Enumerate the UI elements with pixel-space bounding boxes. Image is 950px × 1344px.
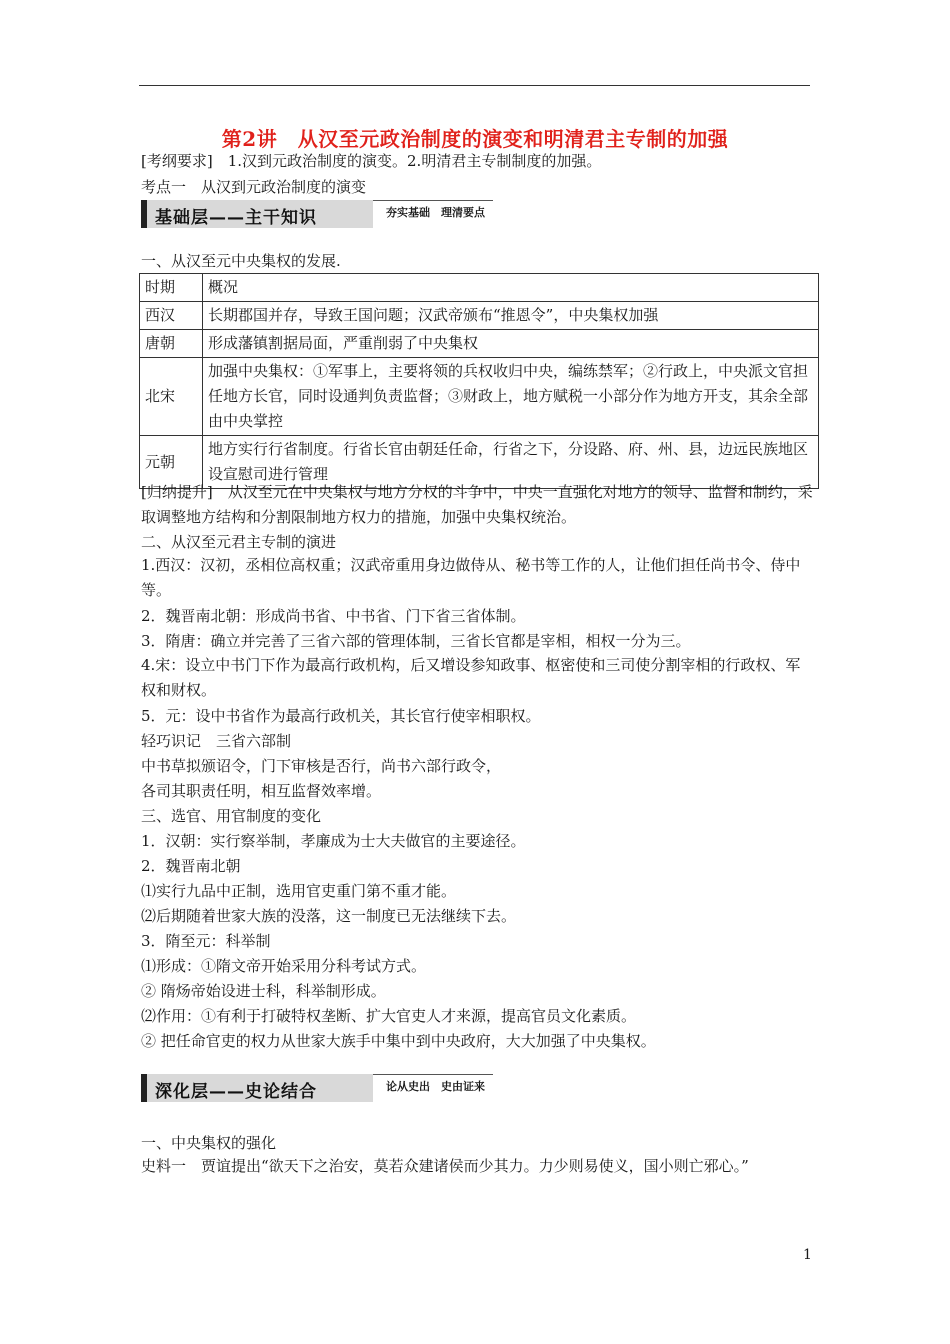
lesson-title: 第2讲 从汉至元政治制度的演变和明清君主专制的加强 bbox=[221, 127, 729, 151]
list-item: ⑵作用：①有利于打破特权垄断、扩大官吏人才来源，提高官员文化素质。 bbox=[141, 1007, 637, 1025]
list-item: ② 把任命官吏的权力从世家大族手中集中到中央政府，大大加强了中央集权。 bbox=[141, 1032, 656, 1050]
centralization-table bbox=[139, 273, 819, 489]
table-row bbox=[140, 358, 819, 436]
list-item: 2．魏晋南北朝 bbox=[141, 857, 241, 875]
section-heading: 三、选官、用官制度的变化 bbox=[141, 807, 322, 825]
band-subtitle: 夯实基础 理清要点 bbox=[386, 206, 485, 219]
source-quote: 史料一 贾谊提出“欲天下之治安，莫若众建诸侯而少其力。力少则易使义，国小则亡邪心。” bbox=[141, 1157, 749, 1175]
kaodian-heading: 考点一 从汉到元政治制度的演变 bbox=[141, 178, 367, 196]
page-number: 1 bbox=[803, 1247, 812, 1263]
band-title: 基础层——主干知识 bbox=[155, 208, 317, 228]
table-cell-summary: 加强中央集权：①军事上，主要将领的兵权收归中央，编练禁军；②行政上，中央派文官担任地方长官，同时设通判负责监督；③财政上，地方赋税一小部分作为地方开支，其余全部由中央掌控 bbox=[203, 358, 819, 436]
exam-requirements: [考纲要求] 1.汉到元政治制度的演变。2.明清君主专制制度的加强。 bbox=[141, 152, 602, 170]
table-row bbox=[140, 302, 819, 330]
table-header: 概况 bbox=[203, 274, 819, 302]
header-rule bbox=[139, 85, 810, 86]
mnemonic-title: 轻巧识记 三省六部制 bbox=[141, 732, 292, 750]
table-cell-summary: 地方实行行省制度。行省长官由朝廷任命，行省之下，分设路、府、州、县，边远民族地区设宣慰司进行管理 bbox=[203, 436, 819, 489]
list-item: ② 隋炀帝始设进士科，科举制形成。 bbox=[141, 982, 386, 1000]
band-subtitle: 论从史出 史由证来 bbox=[386, 1080, 485, 1093]
list-item: 3．隋至元：科举制 bbox=[141, 932, 271, 950]
table-cell-period: 唐朝 bbox=[140, 330, 203, 358]
table-row bbox=[140, 330, 819, 358]
list-item: ⑴形成：①隋文帝开始采用分科考试方式。 bbox=[141, 957, 427, 975]
band-rule bbox=[373, 200, 493, 201]
mnemonic-line: 中书草拟颁诏令，门下审核是否行，尚书六部行政令， bbox=[141, 757, 502, 775]
table-cell-period: 元朝 bbox=[140, 436, 203, 489]
table-cell-summary: 形成藩镇割据局面，严重削弱了中央集权 bbox=[203, 330, 819, 358]
table-cell-period: 西汉 bbox=[140, 302, 203, 330]
induction-paragraph: [归纳提升] 从汉至元在中央集权与地方分权的斗争中，中央一直强化对地方的领导、监督和制约，采取调整地方结构和分割限制地方权力的措施，加强中央集权统治。 bbox=[141, 483, 813, 526]
list-item: ⑵后期随着世家大族的没落，这一制度已无法继续下去。 bbox=[141, 907, 517, 925]
band-title: 深化层——史论结合 bbox=[155, 1082, 317, 1102]
table-cell-summary: 长期郡国并存，导致王国问题；汉武帝颁布“推恩令”，中央集权加强 bbox=[203, 302, 819, 330]
section-heading: 二、从汉至元君主专制的演进 bbox=[141, 533, 337, 551]
list-item: 1．汉朝：实行察举制，孝廉成为士大夫做官的主要途径。 bbox=[141, 832, 526, 850]
list-item: 4.宋：设立中书门下作为最高行政机构，后又增设参知政事、枢密使和三司使分割宰相的行政权、军权和财权。 bbox=[141, 656, 801, 699]
mnemonic-line: 各司其职责任明，相互监督效率增。 bbox=[141, 782, 382, 800]
section-heading: 一、中央集权的强化 bbox=[141, 1134, 277, 1152]
list-item: ⑴实行九品中正制，选用官吏重门第不重才能。 bbox=[141, 882, 457, 900]
list-item: 5．元：设中书省作为最高行政机关，其长官行使宰相职权。 bbox=[141, 707, 541, 725]
table-cell-period: 北宋 bbox=[140, 358, 203, 436]
table-header-row bbox=[140, 274, 819, 302]
section-heading: 一、从汉至元中央集权的发展. bbox=[141, 252, 341, 270]
list-item: 1.西汉：汉初，丞相位高权重；汉武帝重用身边做侍从、秘书等工作的人，让他们担任尚书令、侍中等。 bbox=[141, 556, 801, 599]
list-item: 3．隋唐：确立并完善了三省六部的管理体制，三省长官都是宰相，相权一分为三。 bbox=[141, 632, 691, 650]
table-header: 时期 bbox=[140, 274, 203, 302]
band-rule bbox=[373, 1074, 493, 1075]
list-item: 2．魏晋南北朝：形成尚书省、中书省、门下省三省体制。 bbox=[141, 607, 526, 625]
